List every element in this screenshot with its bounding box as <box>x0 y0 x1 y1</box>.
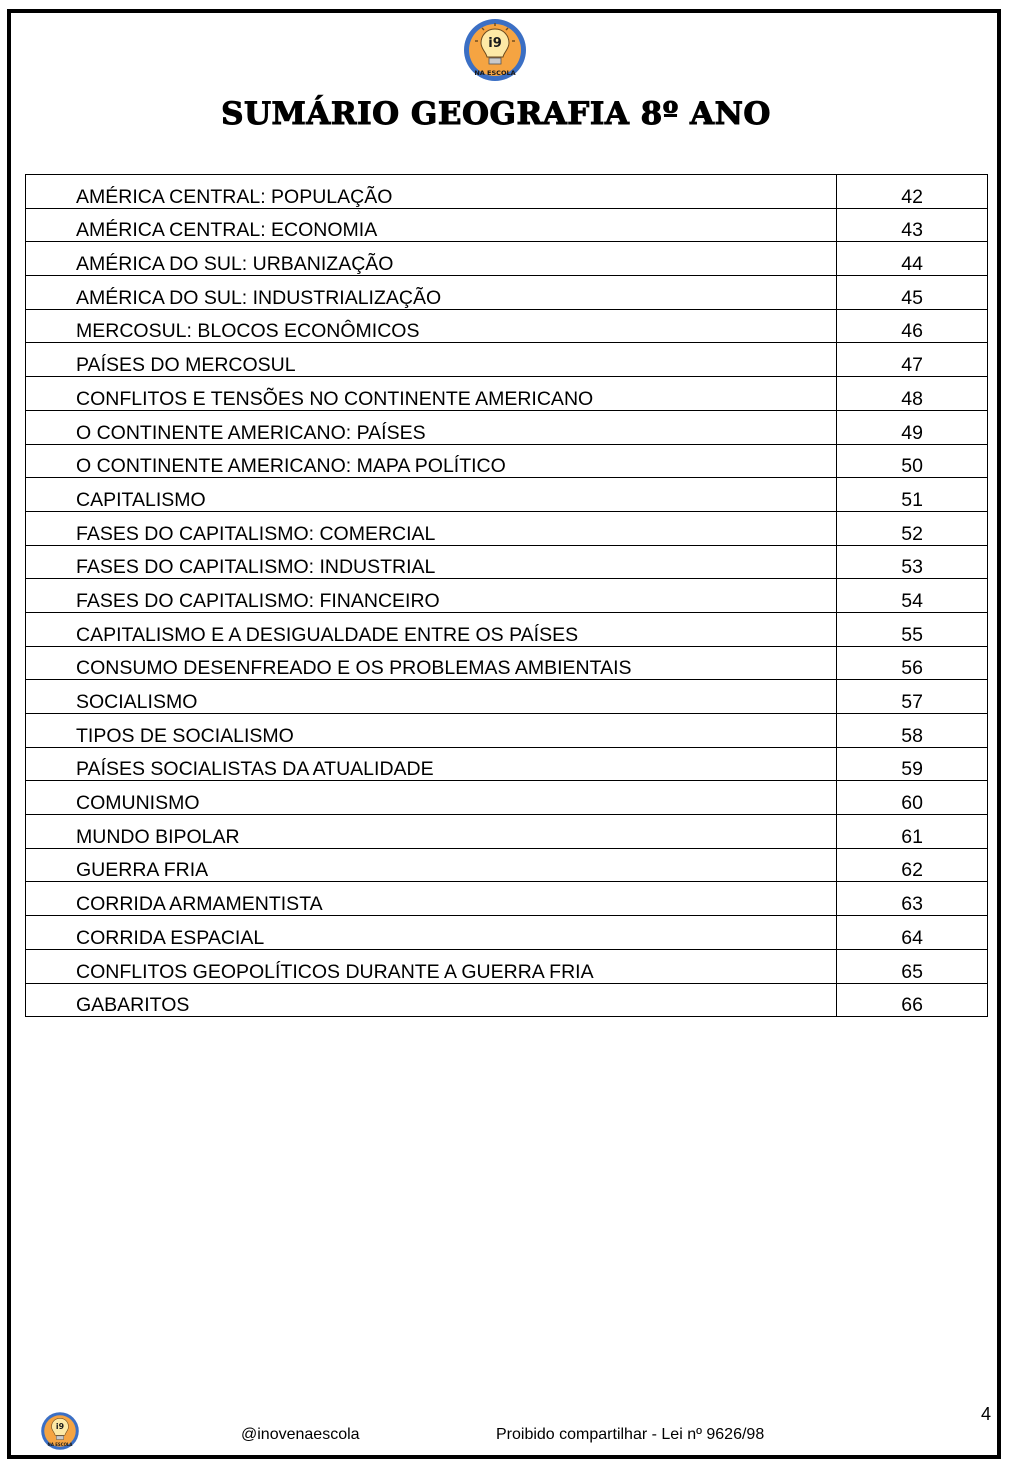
lightbulb-logo-icon <box>462 17 528 83</box>
toc-topic: CAPITALISMO <box>26 478 837 512</box>
toc-page-number: 47 <box>837 343 988 377</box>
toc-page-number: 65 <box>837 949 988 983</box>
toc-topic: AMÉRICA DO SUL: INDUSTRIALIZAÇÃO <box>26 276 837 310</box>
toc-page-number: 58 <box>837 714 988 748</box>
toc-page-number: 56 <box>837 646 988 680</box>
toc-topic: TIPOS DE SOCIALISMO <box>26 714 837 748</box>
table-row <box>26 815 988 849</box>
toc-topic: PAÍSES SOCIALISTAS DA ATUALIDADE <box>26 747 837 781</box>
table-row <box>26 949 988 983</box>
lightbulb-logo-icon <box>40 1411 80 1451</box>
table-row <box>26 680 988 714</box>
toc-page-number: 43 <box>837 208 988 242</box>
table-row <box>26 208 988 242</box>
toc-topic: GUERRA FRIA <box>26 848 837 882</box>
table-row <box>26 747 988 781</box>
table-row <box>26 714 988 748</box>
toc-topic: FASES DO CAPITALISMO: INDUSTRIAL <box>26 545 837 579</box>
toc-page-number: 46 <box>837 309 988 343</box>
toc-page-number: 60 <box>837 781 988 815</box>
toc-page-number: 64 <box>837 916 988 950</box>
logo-text-ring: NA ESCOLA <box>474 69 516 77</box>
table-row <box>26 478 988 512</box>
table-row <box>26 916 988 950</box>
table-row <box>26 377 988 411</box>
footer-copyright-note: Proibido compartilhar - Lei nº 9626/98 <box>496 1426 765 1443</box>
table-row <box>26 579 988 613</box>
table-row <box>26 242 988 276</box>
table-row <box>26 848 988 882</box>
toc-table <box>25 174 988 1017</box>
table-row <box>26 612 988 646</box>
table-row <box>26 175 988 209</box>
toc-topic: CORRIDA ESPACIAL <box>26 916 837 950</box>
table-row <box>26 343 988 377</box>
toc-page-number: 55 <box>837 612 988 646</box>
toc-page-number: 49 <box>837 410 988 444</box>
footer-handle: @inovenaescola <box>241 1426 360 1443</box>
table-row <box>26 410 988 444</box>
toc-page-number: 48 <box>837 377 988 411</box>
page-title: SUMÁRIO GEOGRAFIA 8º ANO <box>221 96 771 132</box>
toc-topic: FASES DO CAPITALISMO: FINANCEIRO <box>26 579 837 613</box>
toc-page-number: 59 <box>837 747 988 781</box>
toc-page-number: 66 <box>837 983 988 1017</box>
toc-topic: AMÉRICA CENTRAL: POPULAÇÃO <box>26 175 837 209</box>
toc-page-number: 45 <box>837 276 988 310</box>
toc-topic: PAÍSES DO MERCOSUL <box>26 343 837 377</box>
table-row <box>26 646 988 680</box>
table-row <box>26 444 988 478</box>
toc-topic: AMÉRICA DO SUL: URBANIZAÇÃO <box>26 242 837 276</box>
toc-topic: SOCIALISMO <box>26 680 837 714</box>
page-number: 4 <box>981 1404 992 1424</box>
toc-page-number: 63 <box>837 882 988 916</box>
toc-page-number: 54 <box>837 579 988 613</box>
toc-topic: CAPITALISMO E A DESIGUALDADE ENTRE OS PAÍSES <box>26 612 837 646</box>
logo-text-top: i9 <box>55 1422 65 1432</box>
toc-page-number: 53 <box>837 545 988 579</box>
toc-topic: MERCOSUL: BLOCOS ECONÔMICOS <box>26 309 837 343</box>
toc-topic: COMUNISMO <box>26 781 837 815</box>
toc-topic: AMÉRICA CENTRAL: ECONOMIA <box>26 208 837 242</box>
table-row <box>26 511 988 545</box>
toc-topic: CONFLITOS GEOPOLÍTICOS DURANTE A GUERRA FRIA <box>26 949 837 983</box>
table-row <box>26 545 988 579</box>
toc-page-number: 42 <box>837 175 988 209</box>
toc-page-number: 50 <box>837 444 988 478</box>
toc-page-number: 61 <box>837 815 988 849</box>
logo-text-ring: NA ESCOLA <box>47 1442 73 1448</box>
toc-topic: GABARITOS <box>26 983 837 1017</box>
table-row <box>26 276 988 310</box>
toc-page-number: 57 <box>837 680 988 714</box>
toc-topic: FASES DO CAPITALISMO: COMERCIAL <box>26 511 837 545</box>
table-row <box>26 781 988 815</box>
toc-page-number: 44 <box>837 242 988 276</box>
toc-topic: O CONTINENTE AMERICANO: PAÍSES <box>26 410 837 444</box>
toc-page-number: 51 <box>837 478 988 512</box>
toc-page-number: 62 <box>837 848 988 882</box>
logo-text-top: i9 <box>488 36 502 51</box>
toc-topic: CONSUMO DESENFREADO E OS PROBLEMAS AMBIENTAIS <box>26 646 837 680</box>
toc-topic: MUNDO BIPOLAR <box>26 815 837 849</box>
toc-topic: CONFLITOS E TENSÕES NO CONTINENTE AMERICANO <box>26 377 837 411</box>
table-row <box>26 882 988 916</box>
toc-page-number: 52 <box>837 511 988 545</box>
toc-topic: O CONTINENTE AMERICANO: MAPA POLÍTICO <box>26 444 837 478</box>
toc-topic: CORRIDA ARMAMENTISTA <box>26 882 837 916</box>
table-row <box>26 983 988 1017</box>
table-row <box>26 309 988 343</box>
